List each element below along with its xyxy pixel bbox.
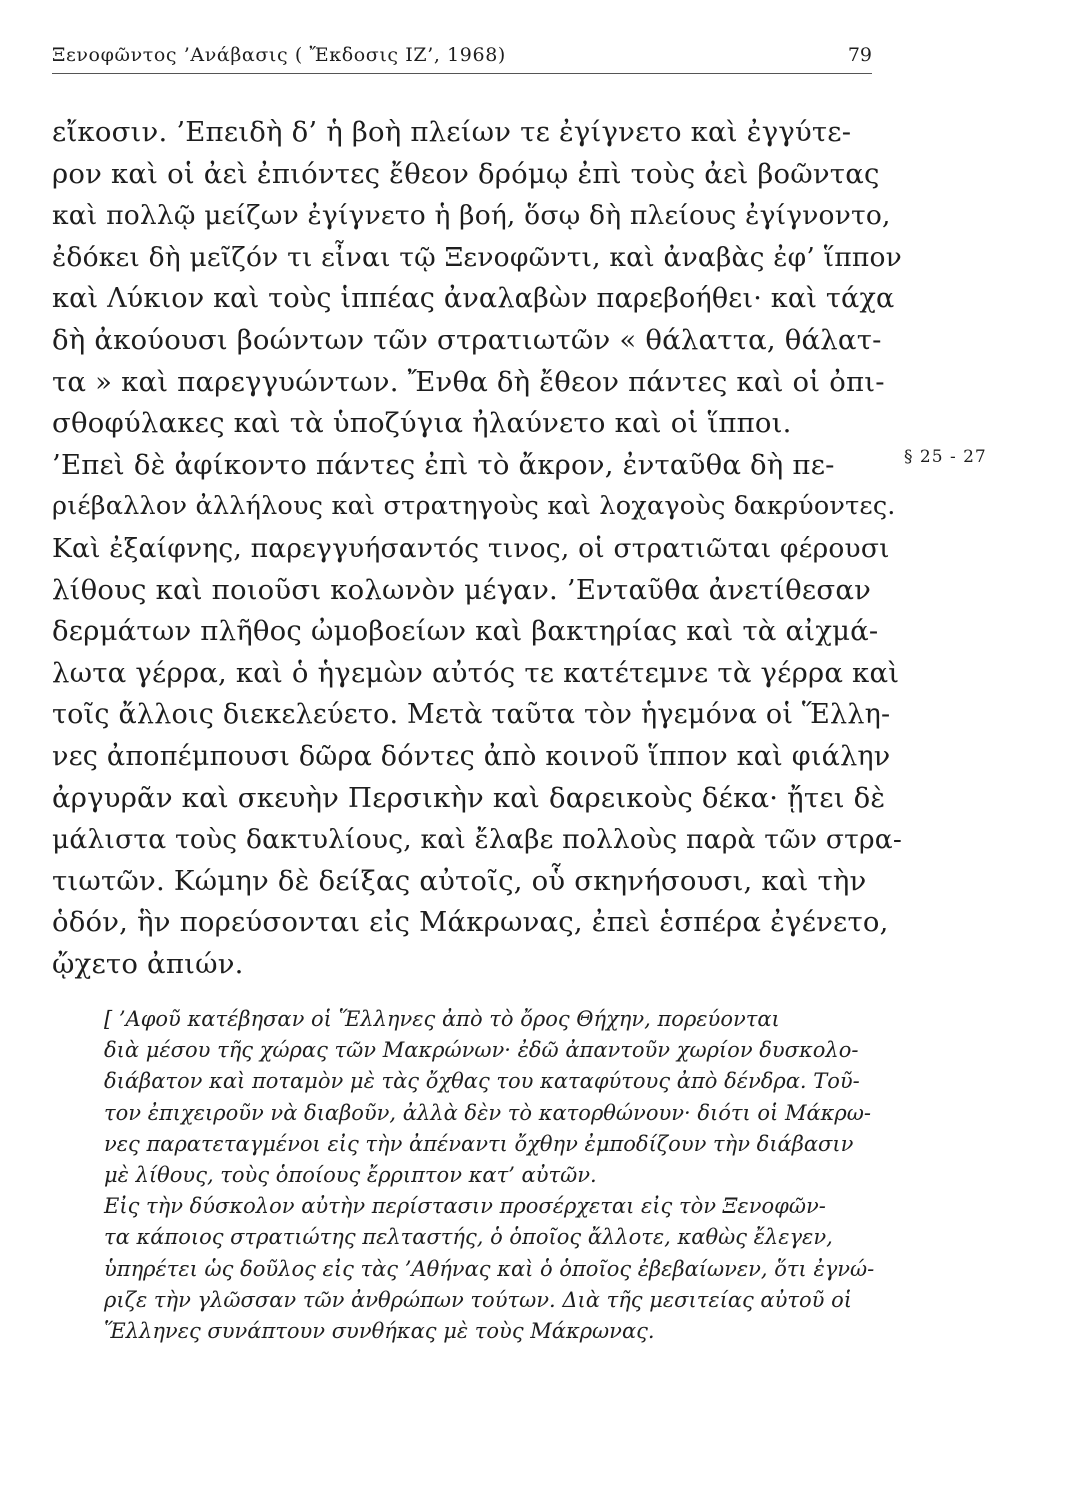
commentary-line: τον ἐπιχειροῦν νὰ διαβοῦν, ἀλλὰ δὲν τὸ κατορθώνουν· διότι οἱ Μάκρω- <box>104 1100 871 1125</box>
main-line: μάλιστα τοὺς δακτυλίους, καὶ ἔλαβε πολλοὺς παρὰ τῶν στρα- <box>52 824 903 856</box>
running-head-title: Ξενοφῶντος ’Ανάβασις ( Ἔκδοσις ΙΖ’, 1968) <box>52 44 506 66</box>
main-line: τοῖς ἄλλοις διεκελεύετο. Μετὰ ταῦτα τὸν ἡγεμόνα οἱ Ἕλλη- <box>52 699 891 731</box>
main-line: ριέβαλλον ἀλλήλους καὶ στρατηγοὺς καὶ λοχαγοὺς δακρύοντες. <box>52 491 896 522</box>
commentary-line: διὰ μέσου τῆς χώρας τῶν Μακρώνων· ἐδῶ ἀπαντοῦν χωρίον δυσκολο- <box>104 1038 859 1063</box>
main-line: λωτα γέρρα, καὶ ὁ ἡγεμὼν αὐτός τε κατέτεμνε τὰ γέρρα καὶ <box>52 656 900 689</box>
section-margin-note: § 25 - 27 <box>904 447 987 467</box>
main-line: τα » καὶ παρεγγυώντων. Ἔνθα δὴ ἔθεον πάντες καὶ οἱ ὀπι- <box>52 365 885 398</box>
page-number: 79 <box>847 44 872 66</box>
main-line: καὶ πολλῷ μείζων ἐγίγνετο ἡ βοή, ὅσῳ δὴ πλείους ἐγίγνοντο, <box>52 200 891 232</box>
commentary-line: διάβατον καὶ ποταμὸν μὲ τὰς ὄχθας του καταφύτους ἀπὸ δένδρα. Τοῦ- <box>104 1069 860 1094</box>
header-rule <box>52 73 872 74</box>
main-line: δὴ ἀκούουσι βοώντων τῶν στρατιωτῶν « θάλαττα, θάλατ- <box>52 323 882 356</box>
main-text <box>52 112 904 985</box>
main-line: λίθους καὶ ποιοῦσι κολωνὸν μέγαν. ’Ενταῦθα ἀνετίθεσαν <box>52 573 872 606</box>
main-line: σθοφύλακες καὶ τὰ ὑποζύγια ἠλαύνετο καὶ οἱ ἵπποι. <box>52 407 792 440</box>
main-line: ᾤχετο ἀπιών. <box>52 947 244 980</box>
main-line: ἀργυρᾶν καὶ σκευὴν Περσικὴν καὶ δαρεικοὺς δέκα· ᾔτει δὲ <box>52 781 886 814</box>
main-line: νες ἀποπέμπουσι δῶρα δόντες ἀπὸ κοινοῦ ἵππον καὶ φιάλην <box>52 740 891 772</box>
main-line: εἴκοσιν. ’Επειδὴ δ’ ἡ βοὴ πλείων τε ἐγίγνετο καὶ ἐγγύτε- <box>52 116 852 148</box>
commentary-line: ὑπηρέτει ὡς δοῦλος εἰς τὰς ’Αθήνας καὶ ὁ ὁποῖος ἐβεβαίωνεν, ὅτι ἐγνώ- <box>104 1256 875 1281</box>
commentary-line: Εἰς τὴν δύσκολον αὐτὴν περίστασιν προσέρχεται εἰς τὸν Ξενοφῶν- <box>104 1194 826 1219</box>
main-line: ὁδόν, ἣν πορεύσονται εἰς Μάκρωνας, ἐπεὶ ἑσπέρα ἐγένετο, <box>52 906 889 939</box>
commentary-line: μὲ λίθους, τοὺς ὁποίους ἔρριπτον κατ’ αὐτῶν. <box>104 1162 597 1187</box>
main-line: Καὶ ἐξαίφνης, παρεγγυήσαντός τινος, οἱ στρατιῶται φέρουσι <box>52 532 890 564</box>
main-line: ἐδόκει δὴ μεῖζόν τι εἶναι τῷ Ξενοφῶντι, καὶ ἀναβὰς ἐφ’ ἵππον <box>52 241 902 273</box>
commentary-line: Ἕλληνες συνάπτουν συνθήκας μὲ τοὺς Μάκρωνας. <box>104 1318 655 1343</box>
running-head <box>52 40 872 74</box>
main-line: ’Επεὶ δὲ ἀφίκοντο πάντες ἐπὶ τὸ ἄκρον, ἐνταῦθα δὴ πε- <box>52 448 835 481</box>
commentary-line: τα κάποιος στρατιώτης πελταστής, ὁ ὁποῖος ἄλλοτε, καθὼς ἔλεγεν, <box>104 1225 833 1250</box>
main-line: δερμάτων πλῆθος ὠμοβοείων καὶ βακτηρίας καὶ τὰ αἰχμά- <box>52 615 879 648</box>
main-line: τιωτῶν. Κώμην δὲ δείξας αὐτοῖς, οὗ σκηνήσουσι, καὶ τὴν <box>52 864 867 897</box>
main-line: καὶ Λύκιον καὶ τοὺς ἱππέας ἀναλαβὼν παρεβοήθει· καὶ τάχα <box>52 283 895 315</box>
commentary-text <box>104 1004 904 1347</box>
commentary-line: [ ’Αφοῦ κατέβησαν οἱ Ἕλληνες ἀπὸ τὸ ὄρος Θήχην, πορεύονται <box>104 1007 780 1031</box>
main-line: ρον καὶ οἱ ἀεὶ ἐπιόντες ἔθεον δρόμῳ ἐπὶ τοὺς ἀεὶ βοῶντας <box>52 157 880 190</box>
commentary-line: νες παρατεταγμένοι εἰς τὴν ἀπέναντι ὄχθην ἐμποδίζουν τὴν διάβασιν <box>104 1131 854 1156</box>
commentary-line: ριζε τὴν γλῶσσαν τῶν ἀνθρώπων τούτων. Διὰ τῆς μεσιτείας αὐτοῦ οἱ <box>104 1287 852 1312</box>
